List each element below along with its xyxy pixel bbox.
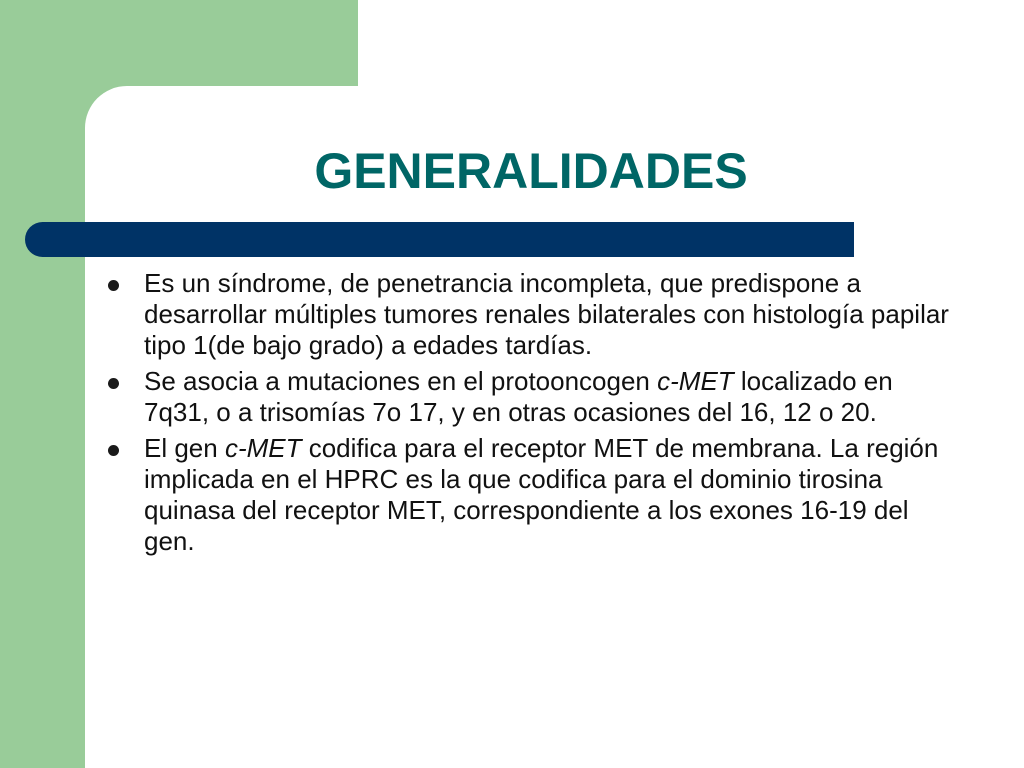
bullet-dot-icon: [108, 378, 119, 389]
bullet-text: localizado en 7q31, o a trisomías 7o 17, y en otras ocasiones del 16, 12 o 20.: [144, 366, 893, 427]
gene-name: c-MET: [224, 433, 302, 463]
title-underline-bar: [25, 222, 854, 257]
bullet-text: Se asocia a mutaciones en el protooncogen: [144, 366, 658, 396]
bullet-text: codifica para el receptor MET de membrana. La región implicada en el HPRC es la que codifica para el dominio tirosina quinasa del receptor MET, correspondiente a los exones 16-19 del gen.: [144, 433, 939, 556]
bullet-item: [100, 366, 960, 428]
bullet-text: El gen: [144, 433, 225, 463]
bullet-list: [100, 268, 960, 562]
bullet-dot-icon: [108, 280, 119, 291]
bullet-item: [100, 268, 960, 361]
bullet-item: [100, 433, 960, 557]
gene-name: c-MET: [657, 366, 734, 396]
bullet-text: Es un síndrome, de penetrancia incompleta, que predispone a desarrollar múltiples tumores renales bilaterales con histología papilar tipo 1(de bajo grado) a edades tardías.: [144, 268, 949, 360]
bullet-dot-icon: [108, 445, 119, 456]
slide-title: GENERALIDADES: [314, 143, 748, 199]
